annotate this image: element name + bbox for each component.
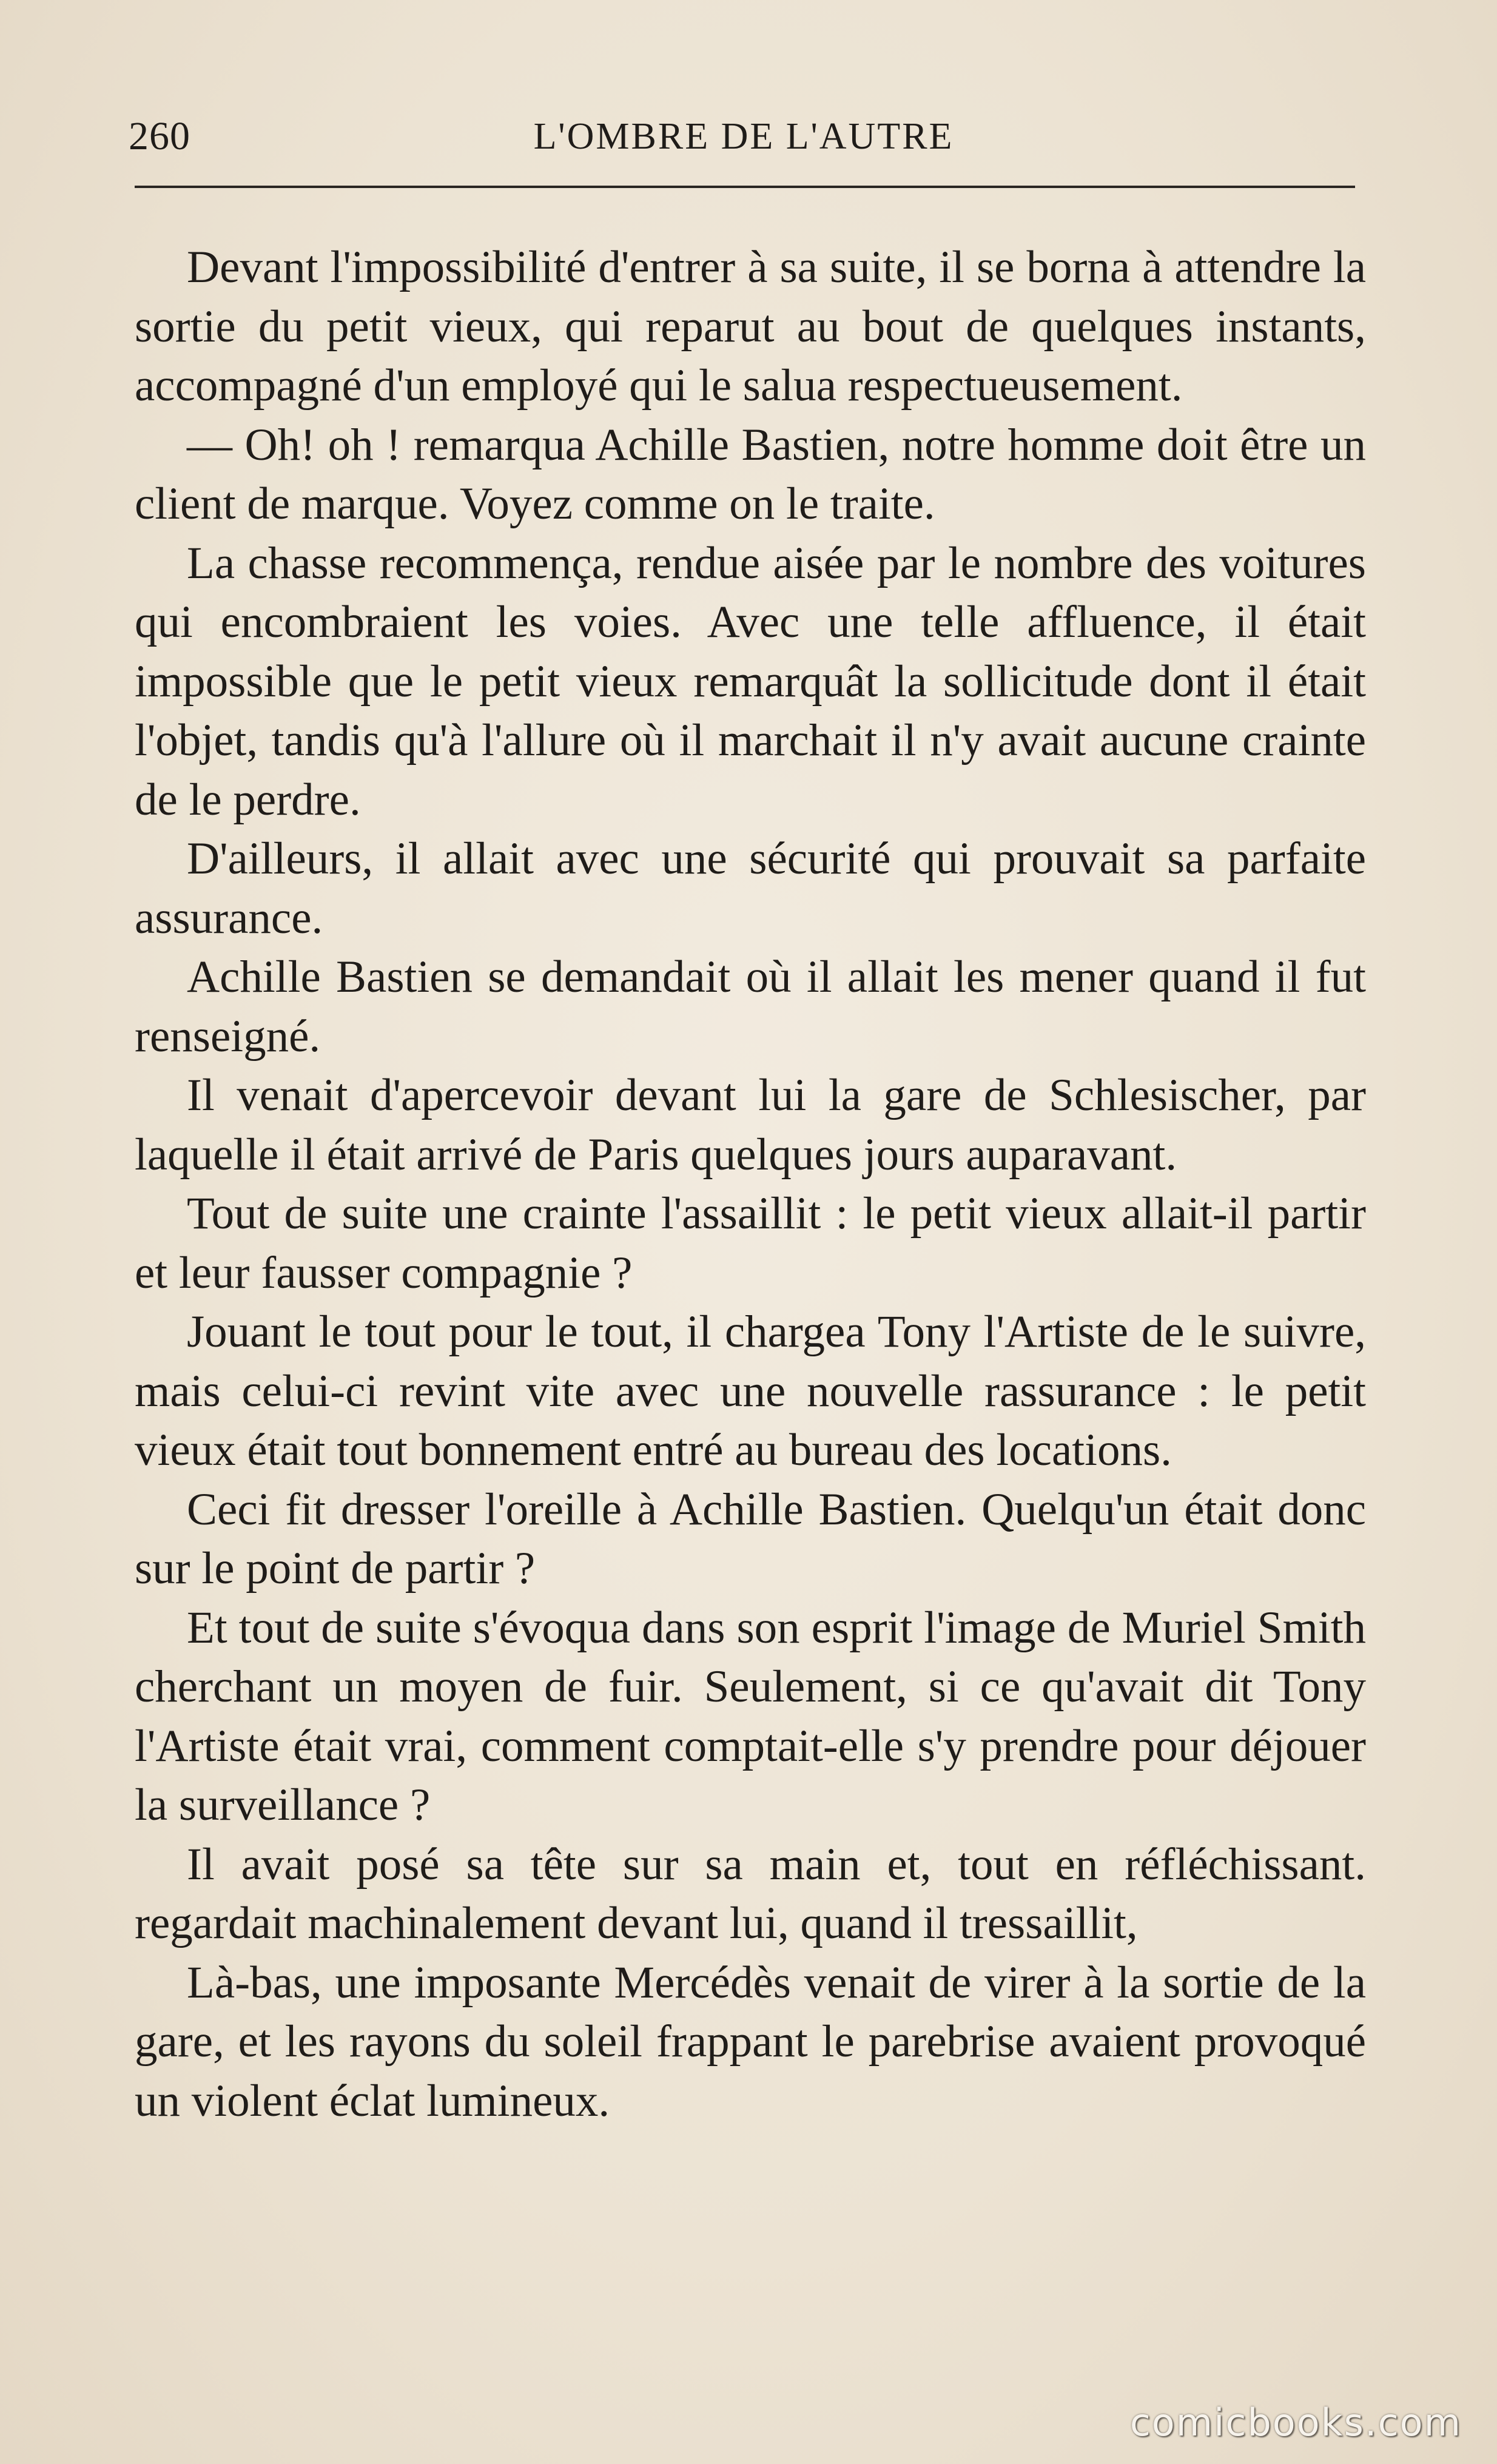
paragraph: La chasse recommença, rendue aisée par le nombre des voitures qui encombraient les voies. Avec une telle affluence, il était impossible que le petit vieux remarquât la sollicitude dont il était l'objet, tandis qu'à l'allure où il marchait il n'y avait aucune crainte de le perdre. [135,537,1366,825]
running-head [129,103,1359,170]
paragraph: — Oh! oh ! remarqua Achille Bastien, notre homme doit être un client de marque. Voyez comme on le traite. [135,419,1366,529]
body-text [135,238,1366,2130]
header-rule [135,186,1355,188]
page-number: 260 [129,114,190,158]
paragraph: Il venait d'apercevoir devant lui la gare de Schlesischer, par laquelle il était arrivé de Paris quelques jours auparavant. [135,1070,1366,1180]
paragraph: Jouant le tout pour le tout, il chargea Tony l'Artiste de le suivre, mais celui-ci revint vite avec une nouvelle rassurance : le petit vieux était tout bonnement entré au bureau des locations. [135,1307,1366,1475]
paragraph: Devant l'impossibilité d'entrer à sa suite, il se borna à attendre la sortie du petit vieux, qui reparut au bout de quelques instants, accompagné d'un employé qui le salua respectueusement. [135,242,1366,411]
paragraph: Il avait posé sa tête sur sa main et, tout en réfléchissant. regardait machinalement devant lui, quand il tressaillit, [135,1839,1366,1948]
watermark: comicbooks.com [1129,2400,1462,2445]
paragraph: Ceci fit dresser l'oreille à Achille Bastien. Quelqu'un était donc sur le point de partir ? [135,1484,1366,1594]
paragraph: Tout de suite une crainte l'assaillit : le petit vieux allait-il partir et leur fausser compagnie ? [135,1188,1366,1298]
book-title: L'OMBRE DE L'AUTRE [533,116,954,157]
paragraph: D'ailleurs, il allait avec une sécurité qui prouvait sa parfaite assurance. [135,833,1366,943]
paragraph: Achille Bastien se demandait où il allait les mener quand il fut renseigné. [135,952,1366,1062]
paragraph: Là-bas, une imposante Mercédès venait de virer à la sortie de la gare, et les rayons du soleil frappant le parebrise avaient provoqué un violent éclat lumineux. [135,1957,1366,2126]
paragraph: Et tout de suite s'évoqua dans son esprit l'image de Muriel Smith cherchant un moyen de fuir. Seulement, si ce qu'avait dit Tony l'Artiste était vrai, comment comptait-elle s'y prendre pour déjouer la surveillance ? [135,1602,1366,1830]
